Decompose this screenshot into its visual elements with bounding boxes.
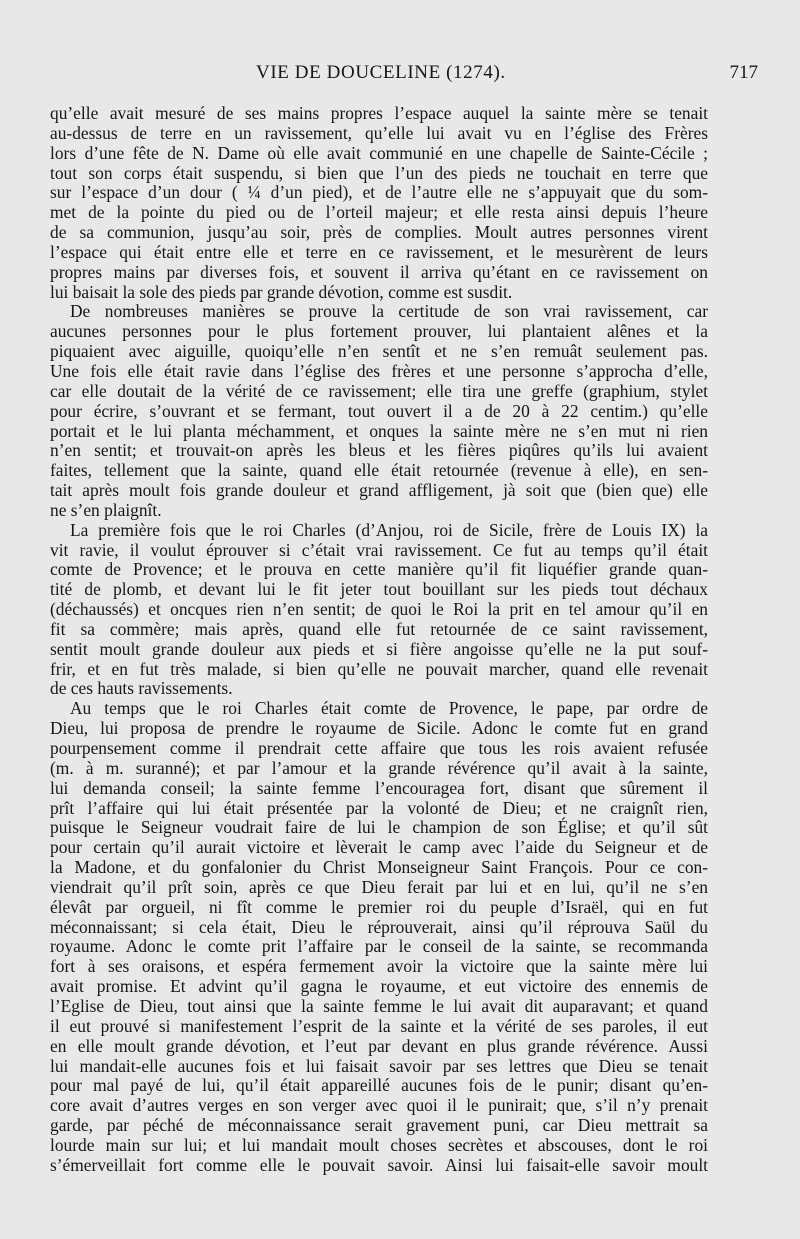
text-line: la Madone, et du gonfalonier du Christ Monseigneur Saint François. Pour ce con- [50,857,708,878]
text-line: ne s’en plaignît. [50,499,162,520]
text-line: en elle moult grande dévotion, et l’eut par devant en plus grande révérence. Aussi [50,1035,708,1056]
text-line: lui mandait-elle aucunes fois et lui faisait savoir par ses lettres que Dieu se tenait [50,1055,708,1076]
text-line: au-dessus de terre en un ravissement, qu’elle lui avait vu en l’église des Frères [50,122,708,143]
text-line: pour écrire, s’ouvrant et se fermant, tout ouvert il a de 20 à 22 centim.) qu’elle [50,400,708,421]
text-line: qu’elle avait mesuré de ses mains propres l’espace auquel la sainte mère se tenait [50,103,708,123]
paragraph [50,521,708,700]
text-line: piquaient avec aiguille, quoiqu’elle n’en sentît et ne s’en remuât seulement pas. [50,341,708,362]
text-line: méconnaissant; si cela était, Dieu le réprouverait, ainsi qu’il réprouva Saül du [50,916,708,937]
text-line: Au temps que le roi Charles était comte de Provence, le pape, par ordre de [70,698,708,719]
text-line: viendrait qu’il prît soin, après ce que Dieu ferait par lui et en lui, qu’il ne s’en [50,876,708,897]
text-line: n’en sentit; et trouvait-on après les bleus et les fières piqûres qu’ils lui avaient [50,440,708,461]
text-line: tout son corps était suspendu, si bien que l’un des pieds ne touchait en terre que [50,162,708,183]
text-line: lourde main sur lui; et lui mandait moult choses secrètes et abscouses, dont le roi [50,1134,708,1155]
text-line: vit ravie, il voulut éprouver si c’était vrai ravissement. Ce fut au temps qu’il était [50,539,708,560]
text-line: De nombreuses manières se prouve la certitude de son vrai ravissement, car [70,301,708,322]
text-line: lui demanda conseil; la sainte femme l’encouragea fort, disant que sûrement il [50,777,708,798]
text-line: de sa communion, jusqu’au soir, près de complies. Moult autres personnes virent [50,222,708,243]
text-line: met de la pointe du pied ou de l’orteil majeur; et elle resta ainsi depuis l’heure [50,202,708,223]
text-line: fit sa commère; mais après, quand elle fut retournée de ce saint ravissement, [50,618,708,639]
text-line: tité de plomb, et devant lui le fit jeter tout bouillant sur les pieds tout déchaux [50,579,708,600]
text-line: s’émerveillait fort comme elle le pouvait savoir. Ainsi lui faisait-elle savoir moult [50,1154,708,1175]
text-line: La première fois que le roi Charles (d’Anjou, roi de Sicile, frère de Louis IX) la [70,519,708,540]
text-line: sentit moult grande douleur aux pieds et si fière angoisse qu’elle ne la put souf- [50,638,708,659]
text-line: garde, par péché de méconnaissance serait gravement puni, car Dieu mettrait sa [50,1115,708,1136]
body-text [50,104,708,1176]
text-line: car elle doutait de la vérité de ce ravissement; elle tira une greffe (graphium, stylet [50,380,708,401]
paragraph [50,699,708,1175]
text-line: portait et le lui planta méchamment, et onques la sainte mère ne s’en mut ni rien [50,420,708,441]
text-line: avait promise. Et advint qu’il gagna le royaume, et eut victoire des ennemis de [50,976,708,997]
text-line: core avait d’autres verges en son verger avec quoi il le punirait; que, s’il n’y prenait [50,1095,708,1116]
text-line: puisque le Seigneur voudrait faire de lui le champion de son Église; et qu’il sût [50,817,708,838]
text-line: faites, tellement que la sainte, quand elle était retournée (revenue à elle), en sen- [50,460,708,481]
text-line: (m. à m. suranné); et par l’amour et la grande révérence qu’il avait à la sainte, [50,757,708,778]
text-line: prît l’affaire qui lui était présentée par la volonté de Dieu; et ne craignît rien, [50,797,708,818]
text-line: pour certain qu’il aurait victoire et lèverait le camp avec l’aide du Seigneur et de [50,837,708,858]
text-line: comte de Provence; et le prouva en cette manière qu’il fit liquéfier grande quan- [50,559,708,580]
text-line: fort à ses oraisons, et espéra fermement avoir la victoire que la sainte mère lui [50,956,708,977]
page-number: 717 [729,62,758,83]
text-line: frir, et en fut très malade, si bien qu’elle ne pouvait marcher, quand elle revenait [50,658,708,679]
text-line: Une fois elle était ravie dans l’église des frères et une personne s’approcha d’elle, [50,360,708,381]
text-line: tait après moult fois grande douleur et grand affligement, jà soit que (bien que) elle [50,480,708,501]
text-line: de ces hauts ravissements. [50,678,233,699]
text-line: il eut prouvé si manifestement l’esprit de la sainte et la vérité de ses paroles, il eut [50,1015,708,1036]
running-title: VIE DE DOUCELINE (1274). [256,62,506,83]
paragraph [50,302,708,520]
text-line: (déchaussés) et oncques rien n’en sentit; de quoi le Roi la prit en tel amour qu’il en [50,599,708,620]
text-line: l’espace qui était entre elle et terre en ce ravissement, et le mesurèrent de leurs [50,241,708,262]
text-line: propres mains par diverses fois, et souvent il arriva qu’étant en ce ravissement on [50,261,708,282]
page-header [50,62,758,88]
text-line: Dieu, lui proposa de prendre le royaume de Sicile. Adonc le comte fut en grand [50,718,708,739]
text-line: lors d’une fête de N. Dame où elle avait communié en une chapelle de Sainte-Cécile ; [50,142,708,163]
text-line: lui baisait la sole des pieds par grande dévotion, comme est susdit. [50,281,513,302]
text-line: pour mal payé de lui, qu’il était appareillé aucunes fois de le punir; disant qu’en- [50,1075,708,1096]
text-line: aucunes personnes pour le plus fortement prouver, lui plantaient alênes et la [50,321,708,342]
text-line: pourpensement comme il prendrait cette affaire que tous les rois avaient refusée [50,738,708,758]
text-line: royaume. Adonc le comte prit l’affaire par le conseil de la sainte, se recommanda [50,936,708,957]
paragraph [50,104,708,302]
text-line: élevât par orgueil, ni fît comme le premier roi du peuple d’Israël, qui en fut [50,896,708,917]
text-line: sur l’espace d’un dour ( ¼ d’un pied), et de l’autre elle ne s’appuyait que du som- [50,182,708,203]
text-line: l’Eglise de Dieu, tout ainsi que la sainte femme le lui avait dit auparavant; et quand [50,995,708,1016]
